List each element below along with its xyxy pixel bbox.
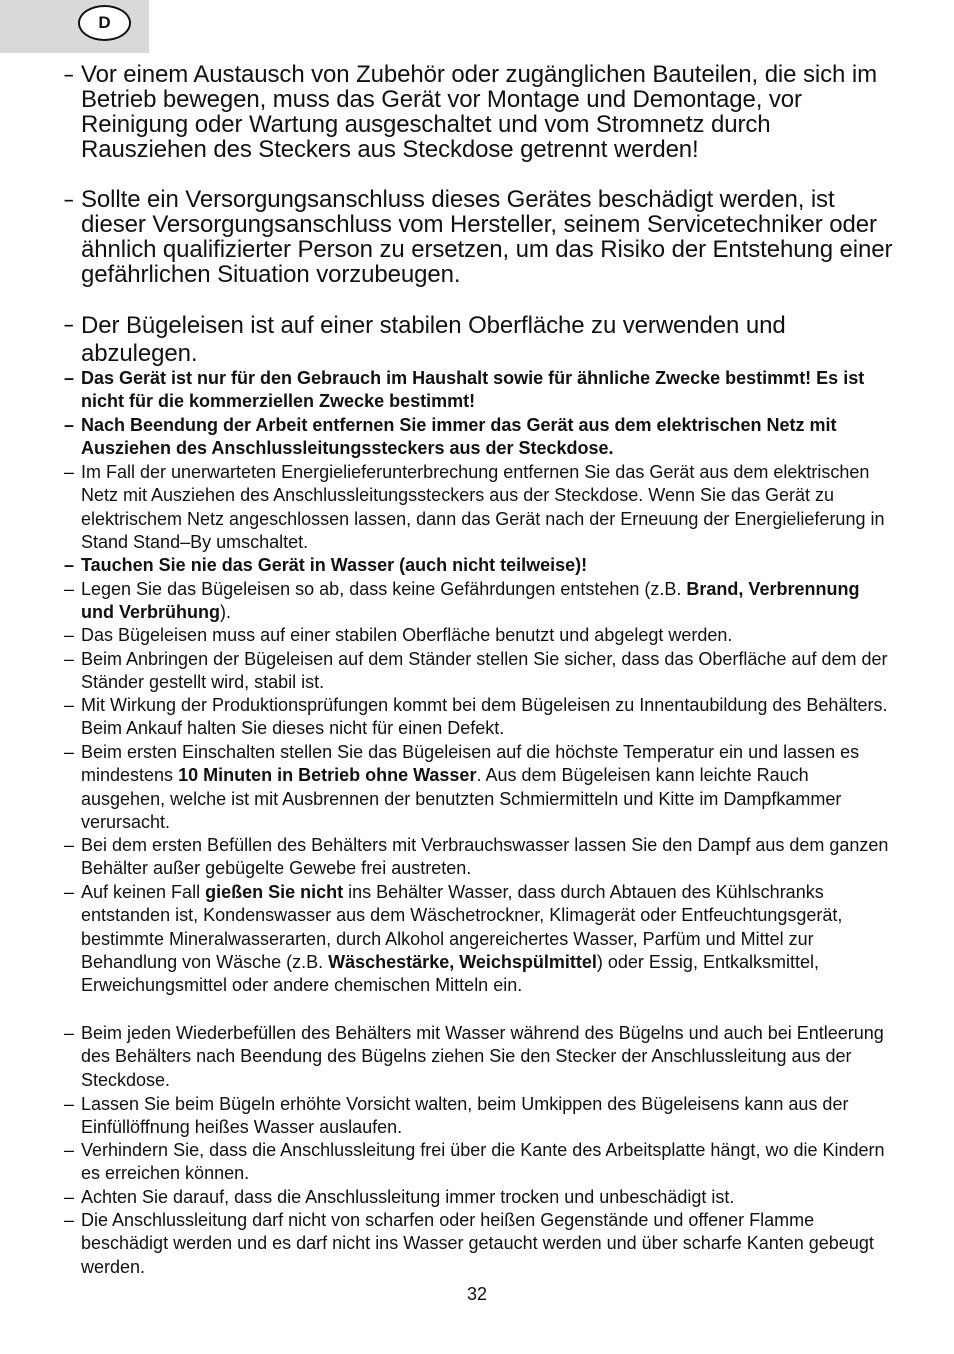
list-item-text: Das Gerät ist nur für den Gebrauch im Haushalt sowie für ähnliche Zwecke bestimmt! Es ist nicht für die kommerziellen Zwecke bestimmt! — [81, 368, 865, 412]
text-run: Legen Sie das Bügeleisen so ab, dass keine Gefährdungen entstehen (z.B. — [81, 579, 687, 599]
list-item-text: Im Fall der unerwarteten Energielieferunterbrechung entfernen Sie das Gerät aus dem elektrischen Netz mit Ausziehen des Anschlussleitungssteckers aus der Steckdose. Wenn Sie das Gerät zu elektrischem Netz angeschlossen lassen, dann das Gerät nach der Erneuung der Energielieferung in Stand Stand–By umschaltet. — [81, 462, 885, 552]
list-item-text: Sollte ein Versorgungsanschluss dieses Gerätes beschädigt werden, ist dieser Versorgungsanschluss vom Hersteller, seinem Servicetechniker oder ähnlich qualifizierter Person zu ersetzen, um das Risiko der Entstehung einer gefährlichen Situation vorzubeugen. — [81, 186, 893, 288]
list-item-text: Das Bügeleisen muss auf einer stabilen Oberfläche benutzt und abgelegt werden. — [81, 625, 733, 645]
list-item-text: Bei dem ersten Befüllen des Behälters mit Verbrauchswasser lassen Sie den Dampf aus dem ganzen Behälter außer gebügelte Gewebe frei austreten. — [81, 835, 889, 879]
list-dash: – — [64, 190, 74, 209]
list-item-text: Die Anschlussleitung darf nicht von scharfen oder heißen Gegenstände und offener Flamme beschädigt werden und es darf nicht ins Wasser getaucht werden und über scharfe Kanten gebeugt werden. — [81, 1210, 874, 1277]
list-item-text: Der Bügeleisen ist auf einer stabilen Oberfläche zu verwenden und abzulegen. — [81, 312, 786, 367]
text-run-bold: 10 Minuten in Betrieb ohne Wasser — [178, 765, 477, 786]
text-run: ). — [220, 602, 231, 623]
list-item-text: Beim Anbringen der Bügeleisen auf dem Ständer stellen Sie sicher, dass das Oberfläche auf dem der Ständer gestellt wird, stabil ist. — [81, 649, 888, 693]
list-dash: – — [64, 649, 75, 669]
list-item-text — [81, 881, 894, 997]
list-dash: – — [64, 1094, 75, 1114]
list-item-text: Tauchen Sie nie das Gerät in Wasser (auch nicht teilweise)! — [81, 555, 588, 575]
list-item-text — [81, 578, 894, 625]
list-dash: – — [64, 555, 75, 575]
language-code: D — [98, 13, 111, 32]
text-run: . Aus dem Bügeleisen kann leichte Rauch ausgehen, welche ist mit Ausbrennen der benutzten Schmiermitteln und Kitte im Dampfkammer verursacht. — [81, 765, 842, 832]
language-badge — [78, 5, 131, 41]
list-item-text: Verhindern Sie, dass die Anschlussleitung frei über die Kante des Arbeitsplatte hängt, wo die Kindern es erreichen können. — [81, 1140, 885, 1184]
list-item-text: Vor einem Austausch von Zubehör oder zugänglichen Bauteilen, die sich im Betrieb bewegen, muss das Gerät vor Montage und Demontage, vor Reinigung oder Wartung ausgeschaltet und vom Stromnetz durch Rausziehen des Steckers aus Steckdose getrennt werden! — [81, 61, 877, 163]
list-dash: – — [64, 882, 75, 902]
list-item-text: Mit Wirkung der Produktionsprüfungen kommt bei dem Bügeleisen zu Innentaubildung des Behälters. Beim Ankauf halten Sie dieses nicht für einen Defekt. — [81, 695, 888, 739]
text-run: Beim ersten Einschalten stellen Sie das Bügeleisen auf die höchste Temperatur ein und lassen es mindestens — [81, 742, 860, 786]
list-dash: – — [64, 1210, 75, 1230]
list-dash: – — [64, 579, 75, 599]
list-dash: – — [64, 368, 75, 388]
list-dash: – — [64, 1023, 75, 1043]
list-dash: – — [64, 65, 74, 84]
list-dash: – — [64, 1140, 75, 1160]
list-item-text: Achten Sie darauf, dass die Anschlussleitung immer trocken und unbeschädigt ist. — [81, 1187, 735, 1207]
text-run-bold: Brand, Verbrennung und Verbrühung — [81, 579, 860, 623]
list-dash: – — [64, 1187, 75, 1207]
list-dash: – — [64, 835, 75, 855]
list-item-text: Nach Beendung der Arbeit entfernen Sie immer das Gerät aus dem elektrischen Netz mit Ausziehen des Anschlussleitungssteckers aus der Steckdose. — [81, 415, 837, 459]
text-run-bold: Wäschestärke, Weichspülmittel — [328, 951, 597, 972]
text-run-bold: gießen Sie nicht — [205, 882, 344, 902]
text-run: Auf keinen Fall — [81, 882, 206, 902]
text-run: ) oder Essig, Entkalksmittel, Erweichungsmittel oder andere chemischen Mitteln ein. — [81, 951, 819, 996]
list-item-text — [81, 741, 894, 834]
list-item-text: Lassen Sie beim Bügeln erhöhte Vorsicht walten, beim Umkippen des Bügeleisens kann aus der Einfüllöffnung heißes Wasser auslaufen. — [81, 1094, 849, 1138]
list-item-text: Beim jeden Wiederbefüllen des Behälters mit Wasser während des Bügelns und auch bei Entleerung des Behälters nach Beendung des Bügelns ziehen Sie den Stecker der Anschlussleitung aus der Steckdose. — [81, 1023, 884, 1090]
list-dash: – — [64, 625, 75, 645]
text-run: ins Behälter Wasser, dass durch Abtauen des Kühlschranks entstanden ist, Kondenswasser aus dem Wäschetrockner, Klimagerät oder Entfeuchtungsgerät, bestimmte Mineralwasserarten, durch Alkohol angereichertes Wasser, Parfüm und Mittel zur Behandlung von Wäsche (z.B. — [81, 882, 843, 972]
list-dash: – — [64, 695, 75, 715]
list-dash: – — [64, 415, 75, 435]
list-dash: – — [64, 462, 75, 482]
list-dash: – — [64, 742, 75, 762]
list-dash: – — [64, 315, 74, 334]
page-number: 32 — [466, 1284, 488, 1304]
